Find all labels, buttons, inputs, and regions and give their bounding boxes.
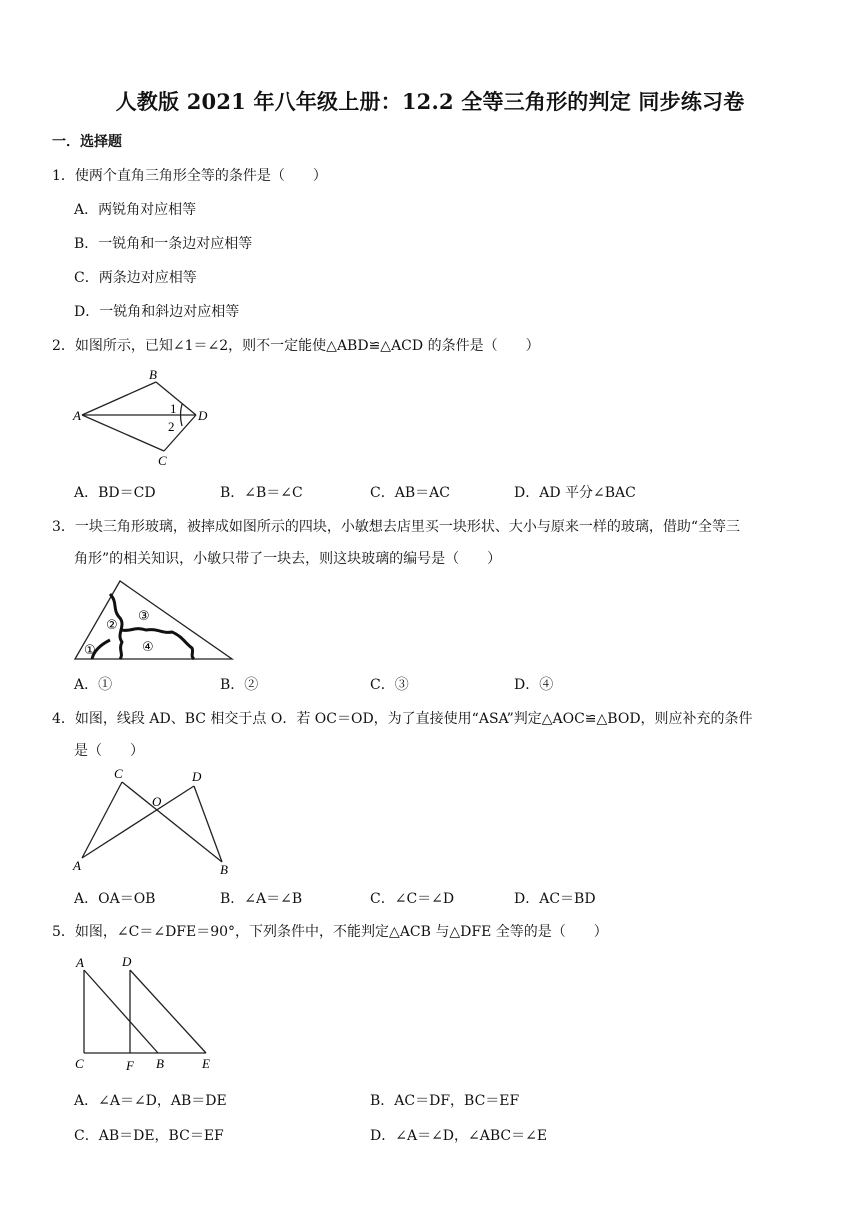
q3-label-3: ③	[138, 609, 150, 624]
q1-option-b[interactable]: B．一锐角和一条边对应相等	[74, 236, 253, 252]
q5-label-c: C	[75, 1056, 84, 1071]
q2-option-a[interactable]: A．BD＝CD	[74, 485, 156, 501]
q3-figure	[72, 578, 237, 663]
q2-option-b[interactable]: B．∠B＝∠C	[220, 485, 303, 501]
page-title: 人教版 2021 年八年级上册：12.2 全等三角形的判定 同步练习卷	[115, 89, 745, 114]
q1-option-d[interactable]: D．一锐角和斜边对应相等	[74, 304, 240, 320]
q4-figure	[70, 766, 240, 876]
q5-option-c[interactable]: C．AB＝DE，BC＝EF	[74, 1128, 224, 1144]
q2-label-d: D	[198, 408, 208, 423]
section-heading: 一．选择题	[52, 134, 122, 150]
q5-option-d[interactable]: D．∠A＝∠D，∠ABC＝∠E	[370, 1128, 548, 1144]
q5-label-a: A	[76, 955, 84, 970]
q3-option-b[interactable]: B．②	[220, 677, 259, 693]
q5-label-f: F	[126, 1058, 134, 1073]
q2-label-2: 2	[168, 419, 175, 434]
q4-label-b: B	[220, 862, 228, 877]
q4-label-a: A	[73, 858, 81, 873]
q3-label-2: ②	[106, 618, 118, 633]
q2-stem: 2．如图所示，已知∠1＝∠2，则不一定能使△ABD≌△ACD 的条件是（ ）	[52, 338, 540, 354]
q4-option-c[interactable]: C．∠C＝∠D	[370, 891, 455, 907]
q5-option-b[interactable]: B．AC＝DF，BC＝EF	[370, 1093, 520, 1109]
q2-label-b: B	[149, 367, 157, 382]
q2-label-1: 1	[170, 401, 177, 416]
q3-option-c[interactable]: C．③	[370, 677, 409, 693]
q5-stem: 5．如图，∠C＝∠DFE＝90°，下列条件中，不能判定△ACB 与△DFE 全等的是（ ）	[52, 924, 608, 940]
q4-stem-line-2: 是（ ）	[74, 743, 144, 759]
q4-stem-line-1: 4．如图，线段 AD、BC 相交于点 O．若 OC＝OD，为了直接使用“ASA”判定△AOC≌△BOD，则应补充的条件	[52, 711, 753, 727]
q4-option-b[interactable]: B．∠A＝∠B	[220, 891, 303, 907]
q3-label-4: ④	[142, 640, 154, 655]
q5-figure	[70, 952, 220, 1074]
q3-option-a[interactable]: A．①	[74, 677, 113, 693]
q4-label-c: C	[114, 766, 123, 781]
q3-option-d[interactable]: D．④	[514, 677, 554, 693]
q2-label-c: C	[158, 453, 167, 468]
q3-label-1: ①	[84, 643, 96, 658]
q1-option-a[interactable]: A．两锐角对应相等	[74, 202, 197, 218]
q4-option-a[interactable]: A．OA＝OB	[74, 891, 156, 907]
q5-option-a[interactable]: A．∠A＝∠D，AB＝DE	[74, 1093, 227, 1109]
q3-stem-line-2: 角形”的相关知识，小敏只带了一块去，则这块玻璃的编号是（ ）	[74, 551, 502, 567]
q1-option-c[interactable]: C．两条边对应相等	[74, 270, 197, 286]
q2-option-d[interactable]: D．AD 平分∠BAC	[514, 485, 636, 501]
q4-label-d: D	[192, 769, 202, 784]
q4-label-o: O	[152, 794, 162, 809]
q3-stem-line-1: 3．一块三角形玻璃，被摔成如图所示的四块，小敏想去店里买一块形状、大小与原来一样的玻璃，借助“全等三	[52, 519, 741, 535]
q5-label-b: B	[156, 1056, 164, 1071]
q2-label-a: A	[73, 408, 81, 423]
q2-option-c[interactable]: C．AB＝AC	[370, 485, 450, 501]
q4-option-d[interactable]: D．AC＝BD	[514, 891, 596, 907]
q1-stem: 1．使两个直角三角形全等的条件是（ ）	[52, 168, 327, 184]
q5-label-d: D	[122, 954, 132, 969]
q2-figure	[70, 365, 220, 470]
q5-label-e: E	[202, 1056, 210, 1071]
